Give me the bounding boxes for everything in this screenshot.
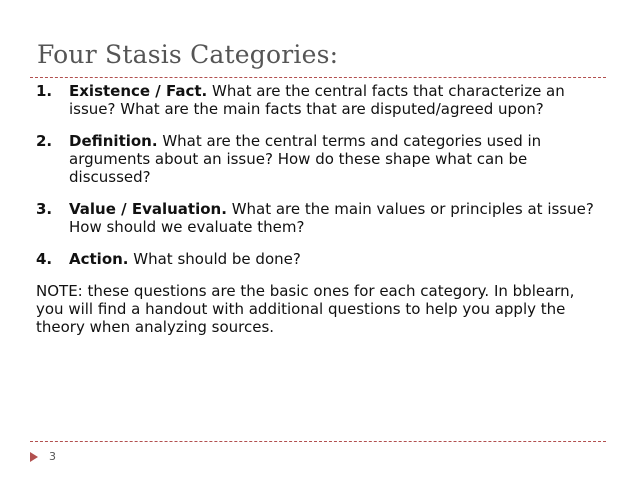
item-number: 3. [36, 200, 53, 218]
list-item-existence [36, 82, 606, 118]
item-term: Existence / Fact. [69, 82, 208, 100]
item-text: What are the central facts that characterize an issue? What are the main facts that are disputed/agreed upon? [69, 82, 565, 118]
item-term: Value / Evaluation. [69, 200, 227, 218]
list-item-action [36, 250, 606, 268]
page-number: 3 [49, 450, 56, 463]
item-number: 4. [36, 250, 53, 268]
item-number: 2. [36, 132, 53, 150]
list-item-value [36, 200, 606, 236]
item-term: Action. [69, 250, 129, 268]
item-number: 1. [36, 82, 53, 100]
triangle-right-icon [30, 452, 38, 462]
slide-body [36, 82, 606, 336]
item-text: What are the central terms and categories used in arguments about an issue? How do these shape what can be discussed? [69, 132, 542, 186]
slide-title: Four Stasis Categories: [37, 40, 339, 69]
footer-divider [30, 441, 606, 442]
list-item-definition [36, 132, 606, 186]
title-divider [30, 77, 606, 78]
item-text: What are the main values or principles at issue? How should we evaluate them? [69, 200, 594, 236]
note-paragraph: NOTE: these questions are the basic ones for each category. In bblearn, you will find a handout with additional questions to help you apply the theory when analyzing sources. [36, 282, 575, 336]
item-text: What should be done? [128, 250, 301, 268]
item-term: Definition. [69, 132, 158, 150]
